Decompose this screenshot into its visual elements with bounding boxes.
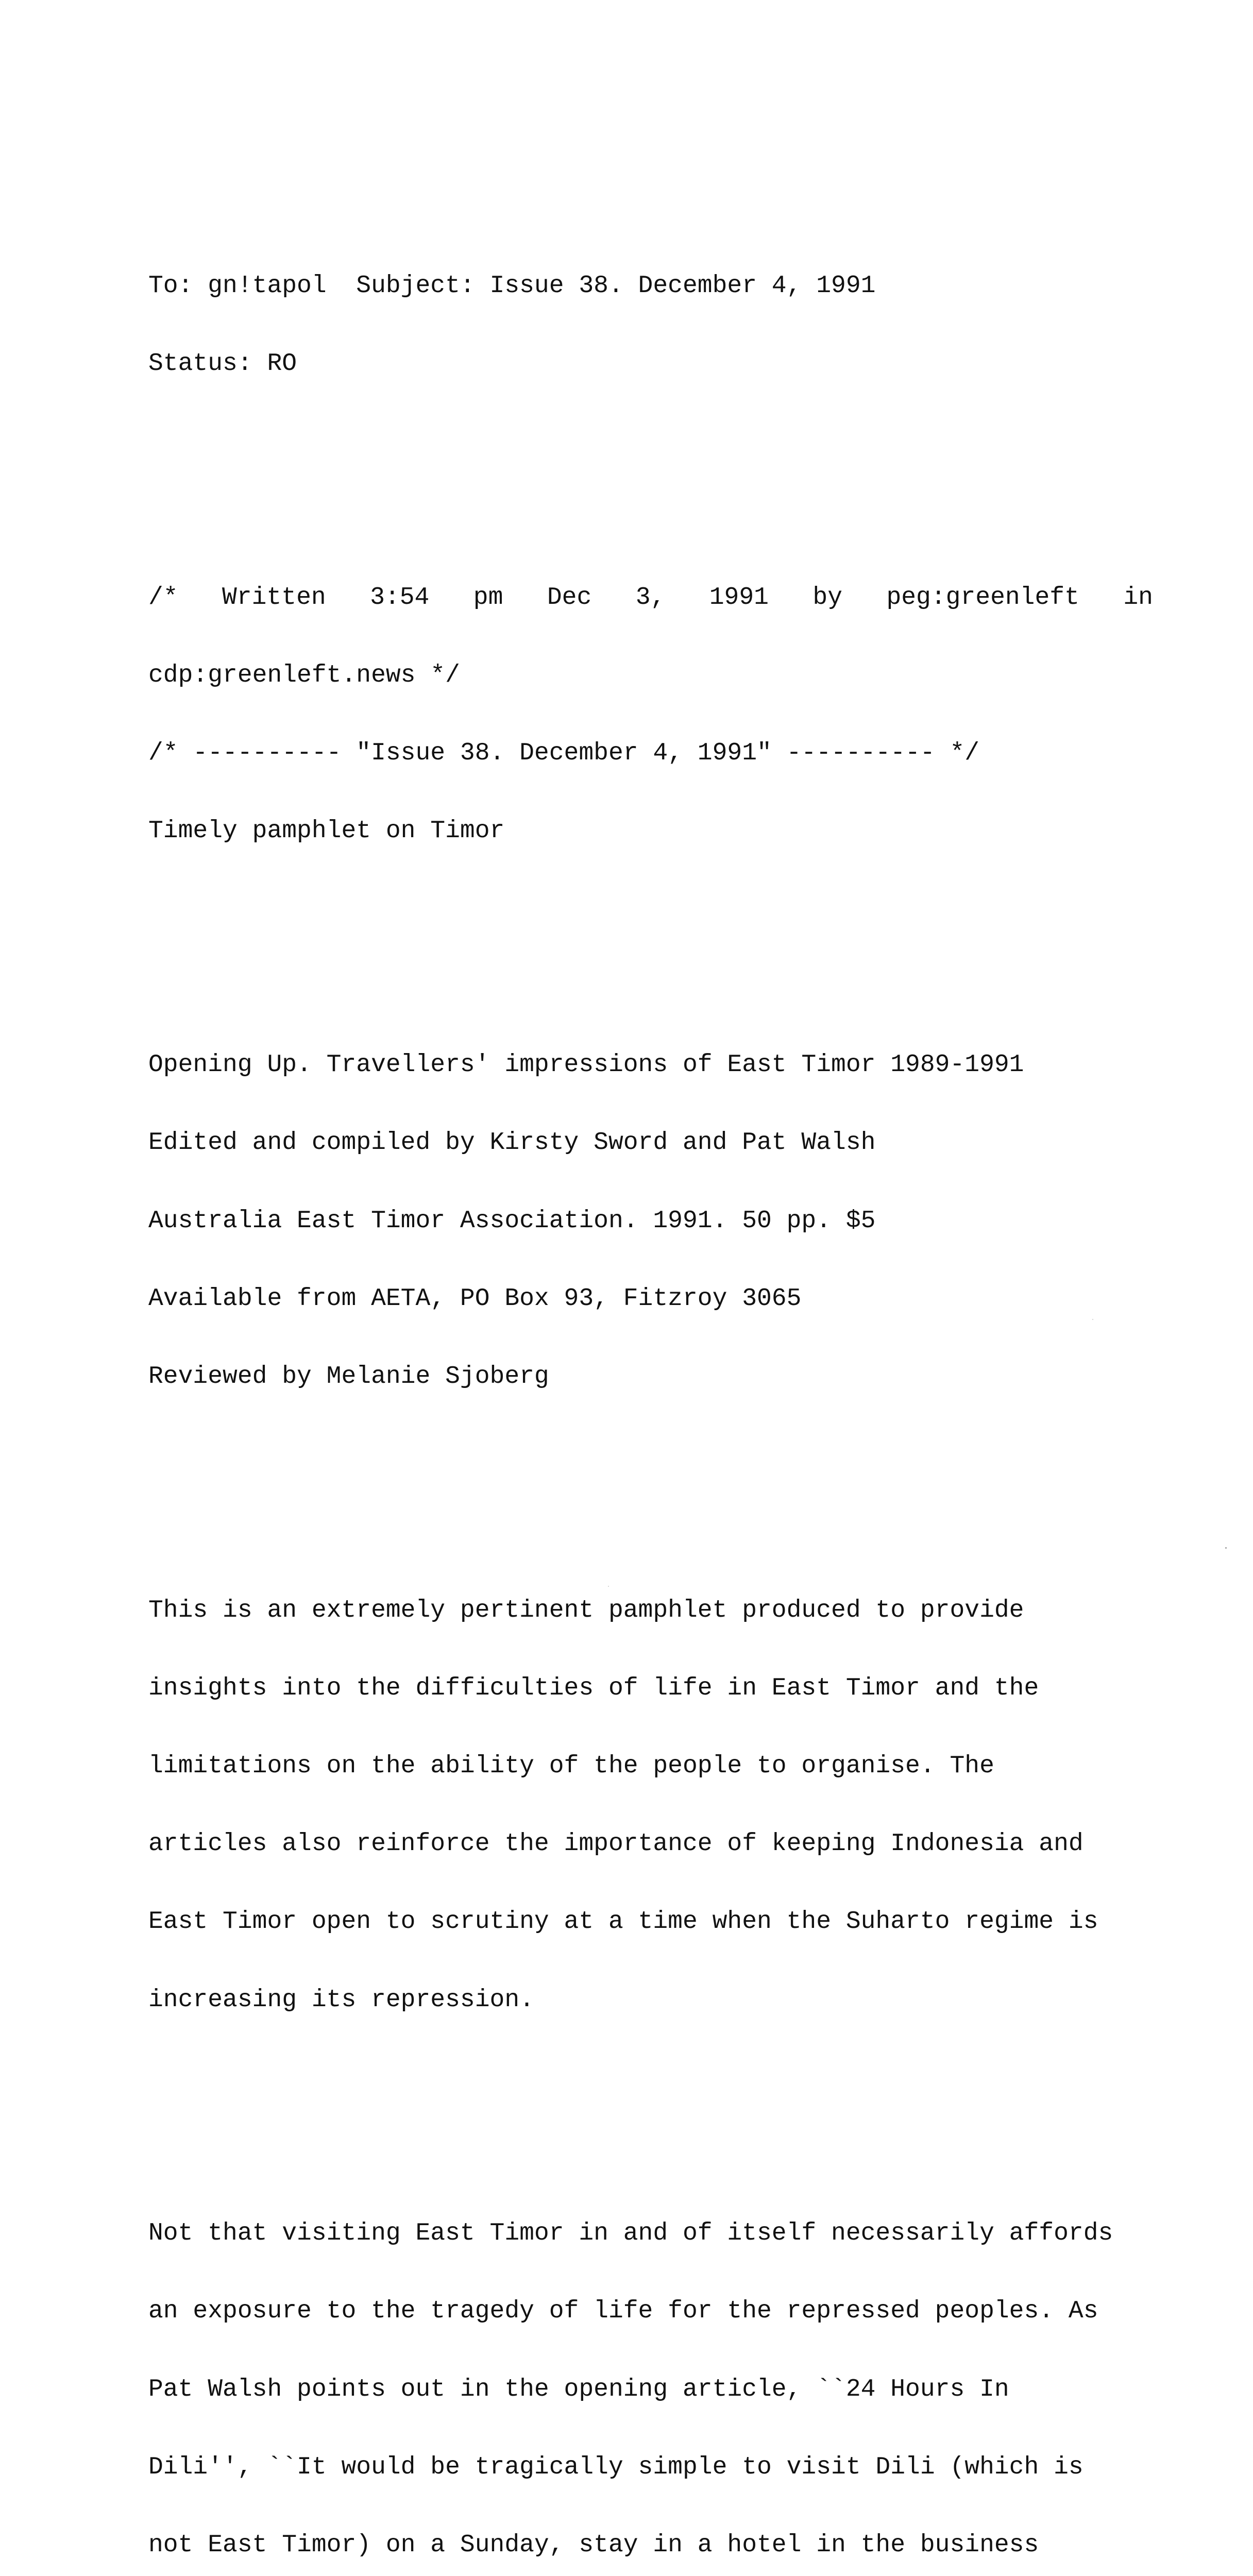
- written-word: 3:54: [370, 583, 430, 612]
- header-status: Status: RO: [148, 350, 297, 378]
- written-word: Written: [222, 583, 326, 612]
- scan-speck: [608, 1586, 609, 1587]
- text-line: not East Timor) on a Sunday, stay in a hotel in the business: [148, 2531, 1039, 2559]
- text-line: Not that visiting East Timor in and of itself necessarily affords: [148, 2219, 1113, 2248]
- text-line: East Timor open to scrutiny at a time when the Suharto regime is: [148, 1908, 1098, 1936]
- message-meta: [148, 533, 1230, 896]
- text-line: Pat Walsh points out in the opening article, ``24 Hours In: [148, 2375, 1009, 2403]
- citation-line: Edited and compiled by Kirsty Sword and Pat Walsh: [148, 1129, 876, 1157]
- written-word: /*: [148, 583, 178, 612]
- article-title: Timely pamphlet on Timor: [148, 817, 505, 845]
- written-word: peg:greenleft: [886, 583, 1079, 612]
- text-line: insights into the difficulties of life in East Timor and the: [148, 1674, 1039, 1702]
- written-word: Dec: [547, 583, 592, 612]
- paragraph: [148, 1546, 1230, 2065]
- text-line: Dili'', ``It would be tragically simple to visit Dili (which is: [148, 2453, 1083, 2481]
- newsgroup-line: cdp:greenleft.news */: [148, 662, 460, 690]
- text-line: articles also reinforce the importance of keeping Indonesia and: [148, 1830, 1083, 1858]
- document-body: [148, 143, 1230, 2576]
- written-line: [148, 585, 1153, 611]
- header-to-subject: To: gn!tapol Subject: Issue 38. December 4, 1991: [148, 272, 876, 300]
- book-citation: [148, 1000, 1230, 1442]
- text-line: increasing its repression.: [148, 1986, 534, 2014]
- citation-line: Reviewed by Melanie Sjoberg: [148, 1362, 549, 1391]
- text-line: This is an extremely pertinent pamphlet produced to provide: [148, 1596, 1024, 1624]
- written-word: pm: [473, 583, 503, 612]
- email-header: [148, 221, 1230, 429]
- scan-speck: [1225, 1547, 1227, 1549]
- text-line: an exposure to the tragedy of life for the repressed peoples. As: [148, 2297, 1098, 2326]
- citation-line: Opening Up. Travellers' impressions of East Timor 1989-1991: [148, 1051, 1024, 1079]
- citation-line: Australia East Timor Association. 1991. 50 pp. $5: [148, 1207, 876, 1235]
- paragraph: [148, 2168, 1230, 2576]
- issue-separator-line: /* ---------- "Issue 38. December 4, 1991" ---------- */: [148, 739, 980, 768]
- written-word: by: [812, 583, 842, 612]
- written-word: 3,: [635, 583, 666, 612]
- text-line: limitations on the ability of the people to organise. The: [148, 1752, 994, 1780]
- scan-speck: [1092, 1319, 1093, 1320]
- written-word: in: [1123, 583, 1153, 612]
- written-word: 1991: [709, 583, 769, 612]
- citation-line: Available from AETA, PO Box 93, Fitzroy 3065: [148, 1284, 802, 1313]
